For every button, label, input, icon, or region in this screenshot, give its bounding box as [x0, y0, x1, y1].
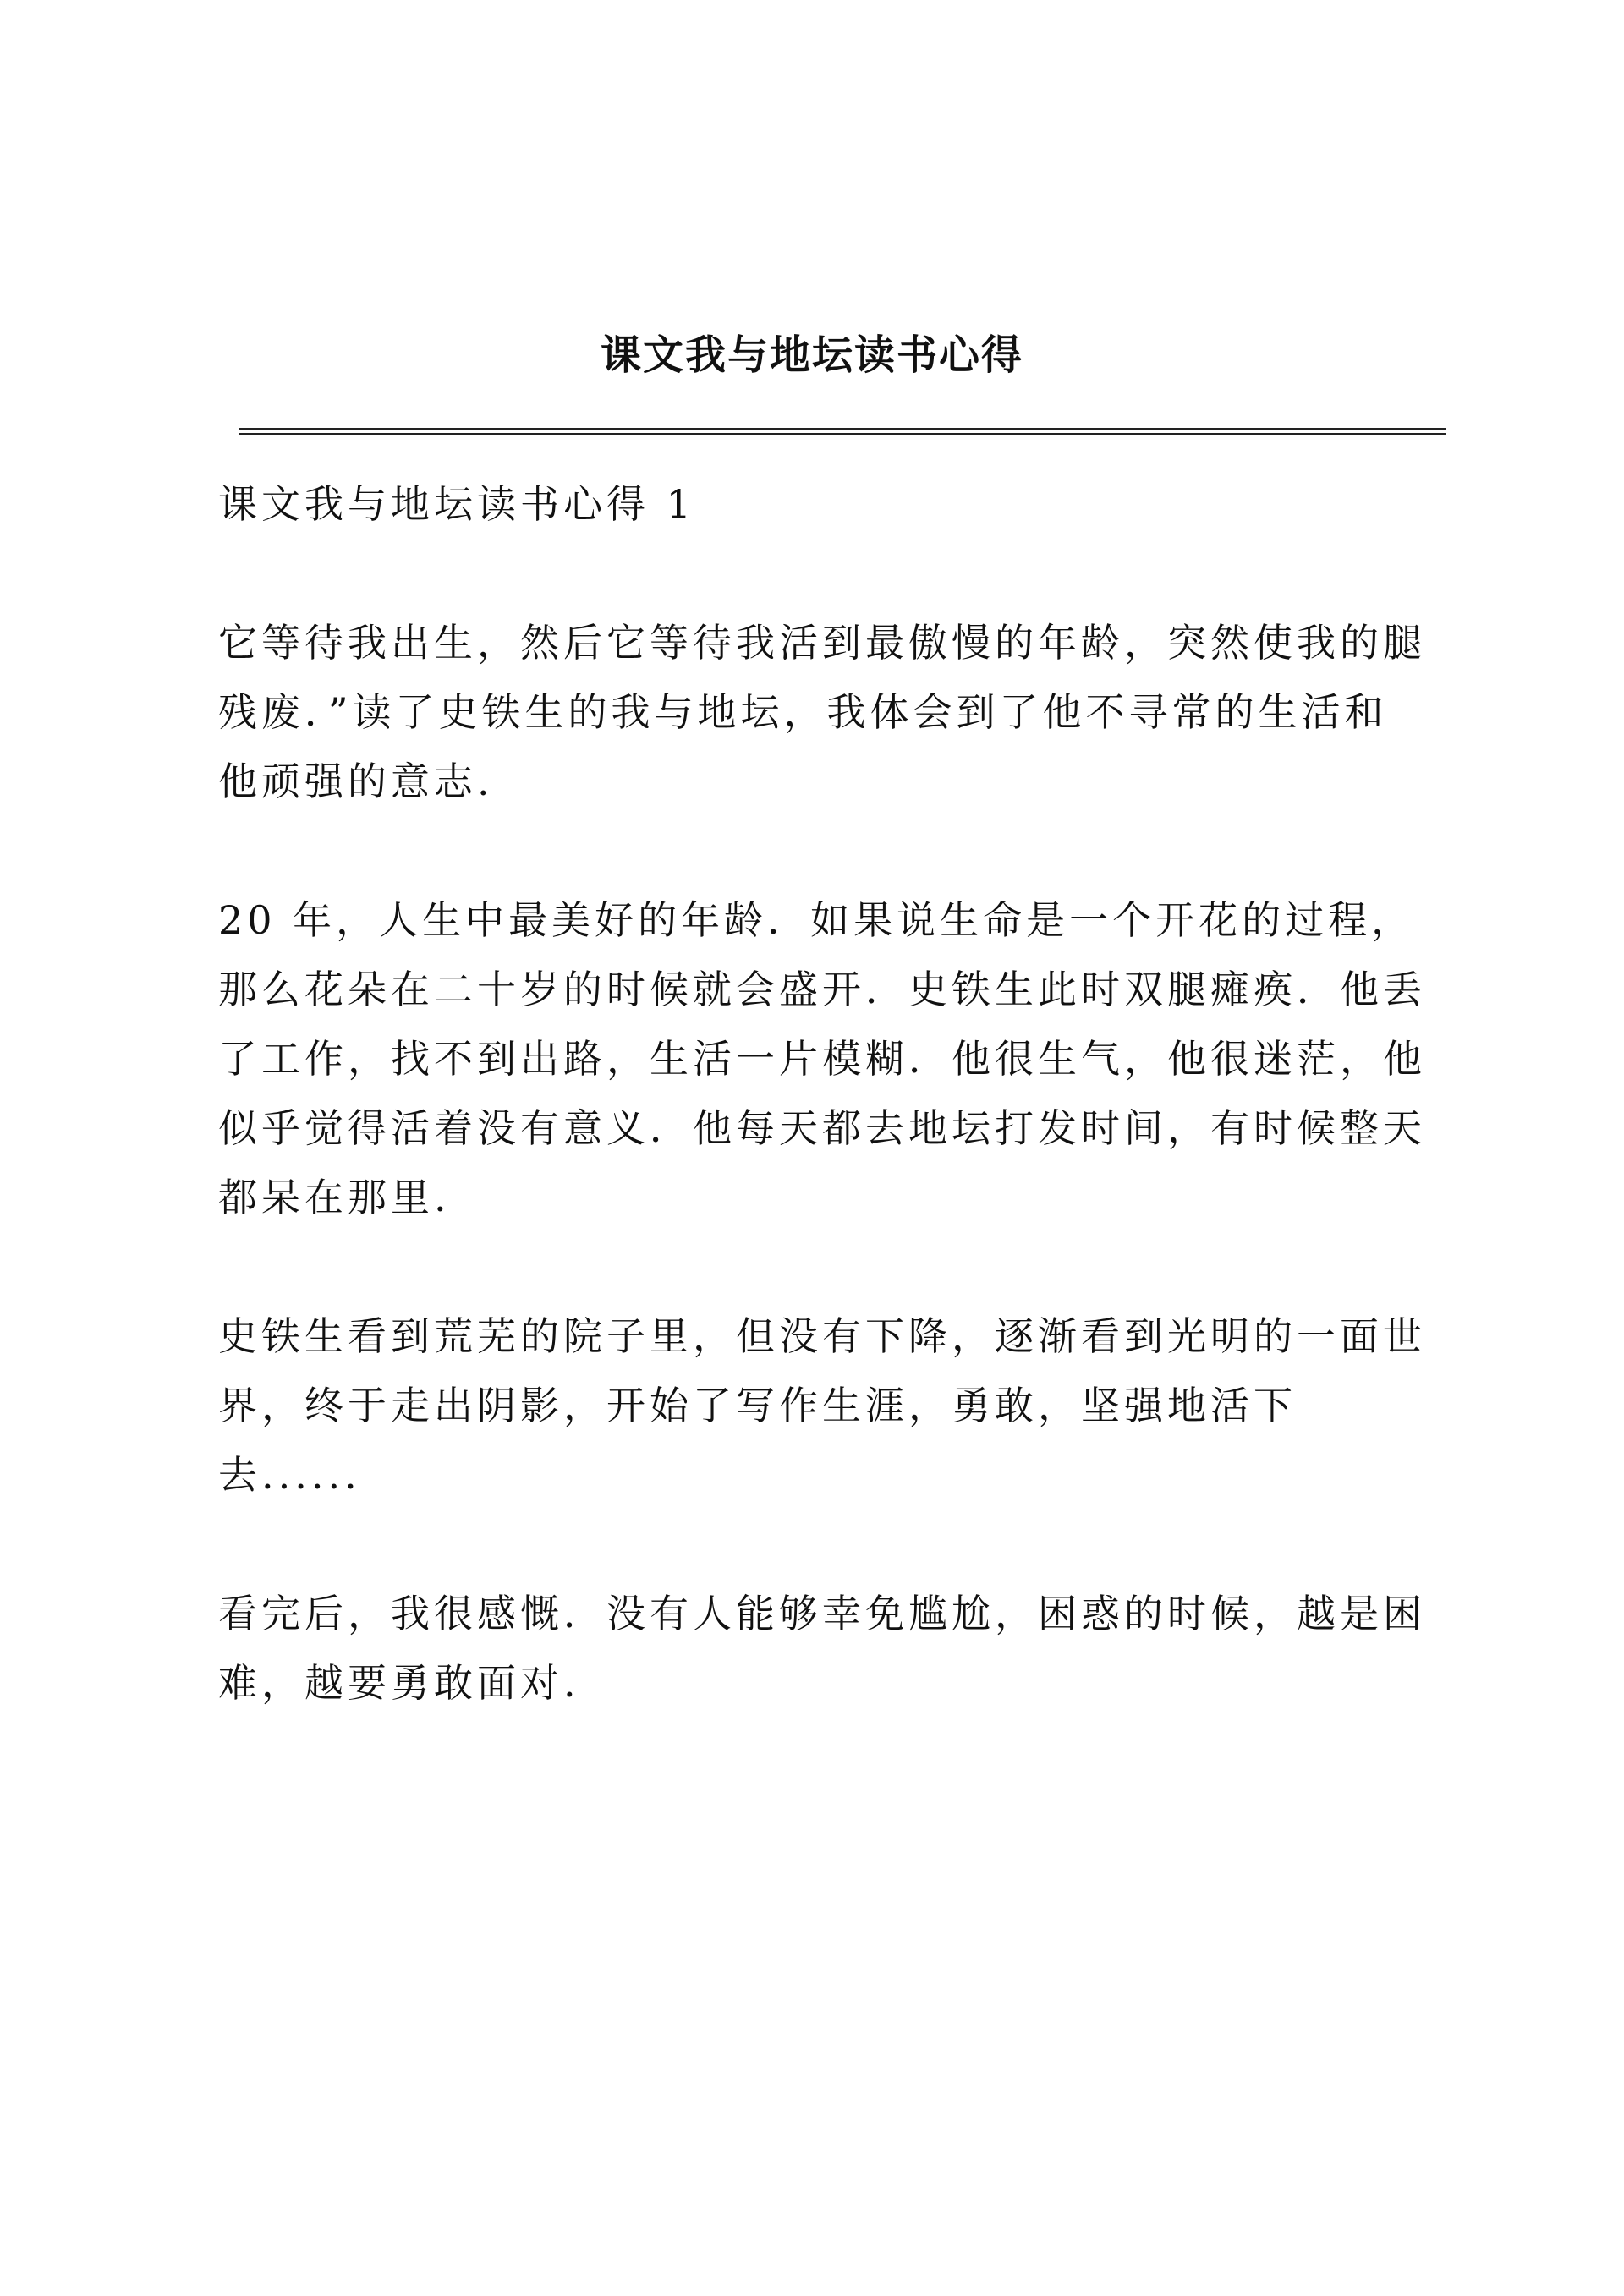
paragraph-line: 史铁生看到荒芜的院子里，但没有下降，逐渐看到光明的一面世 [218, 1313, 1426, 1359]
paragraph-line: 了工作，找不到出路，生活一片模糊．他很生气，他很迷茫，他 [218, 1036, 1426, 1082]
title-double-rule [239, 428, 1446, 435]
paragraph-4 [218, 1579, 1436, 1718]
paragraph-line: 20 年，人生中最美好的年龄．如果说生命是一个开花的过程， [218, 897, 1415, 943]
paragraph-line: 它等待我出生，然后它等待我活到最傲慢的年龄，突然使我的腿 [218, 620, 1426, 666]
document-body [218, 469, 1436, 1787]
paragraph-line: 残废．”读了史铁生的我与地坛，我体会到了他不寻常的生活和 [218, 689, 1388, 735]
document-title: 课文我与地坛读书心得 [600, 332, 1023, 379]
paragraph-line: 都呆在那里. [218, 1175, 451, 1220]
paragraph-line: 看完后，我很感慨．没有人能够幸免尴尬，困惑的时候，越是困 [218, 1591, 1426, 1636]
section-heading: 课文我与地坛读书心得 1 [218, 481, 695, 527]
paragraph-line: 似乎觉得活着没有意义．他每天都去地坛打发时间，有时候整天 [218, 1105, 1426, 1151]
paragraph-line: 难，越要勇敢面对. [218, 1660, 580, 1706]
paragraph-1 [218, 608, 1436, 816]
paragraph-2 [218, 885, 1436, 1232]
paragraph-line: 去...... [218, 1452, 361, 1498]
paragraph-line: 那么花朵在二十岁的时候就会盛开．史铁生此时双腿瘫痪．他丢 [218, 967, 1426, 1012]
paragraph-3 [218, 1301, 1436, 1510]
paragraph-line: 他顽强的意志. [218, 759, 494, 804]
paragraph-line: 界，终于走出阴影，开始了写作生涯，勇敢，坚强地活下 [218, 1383, 1297, 1428]
